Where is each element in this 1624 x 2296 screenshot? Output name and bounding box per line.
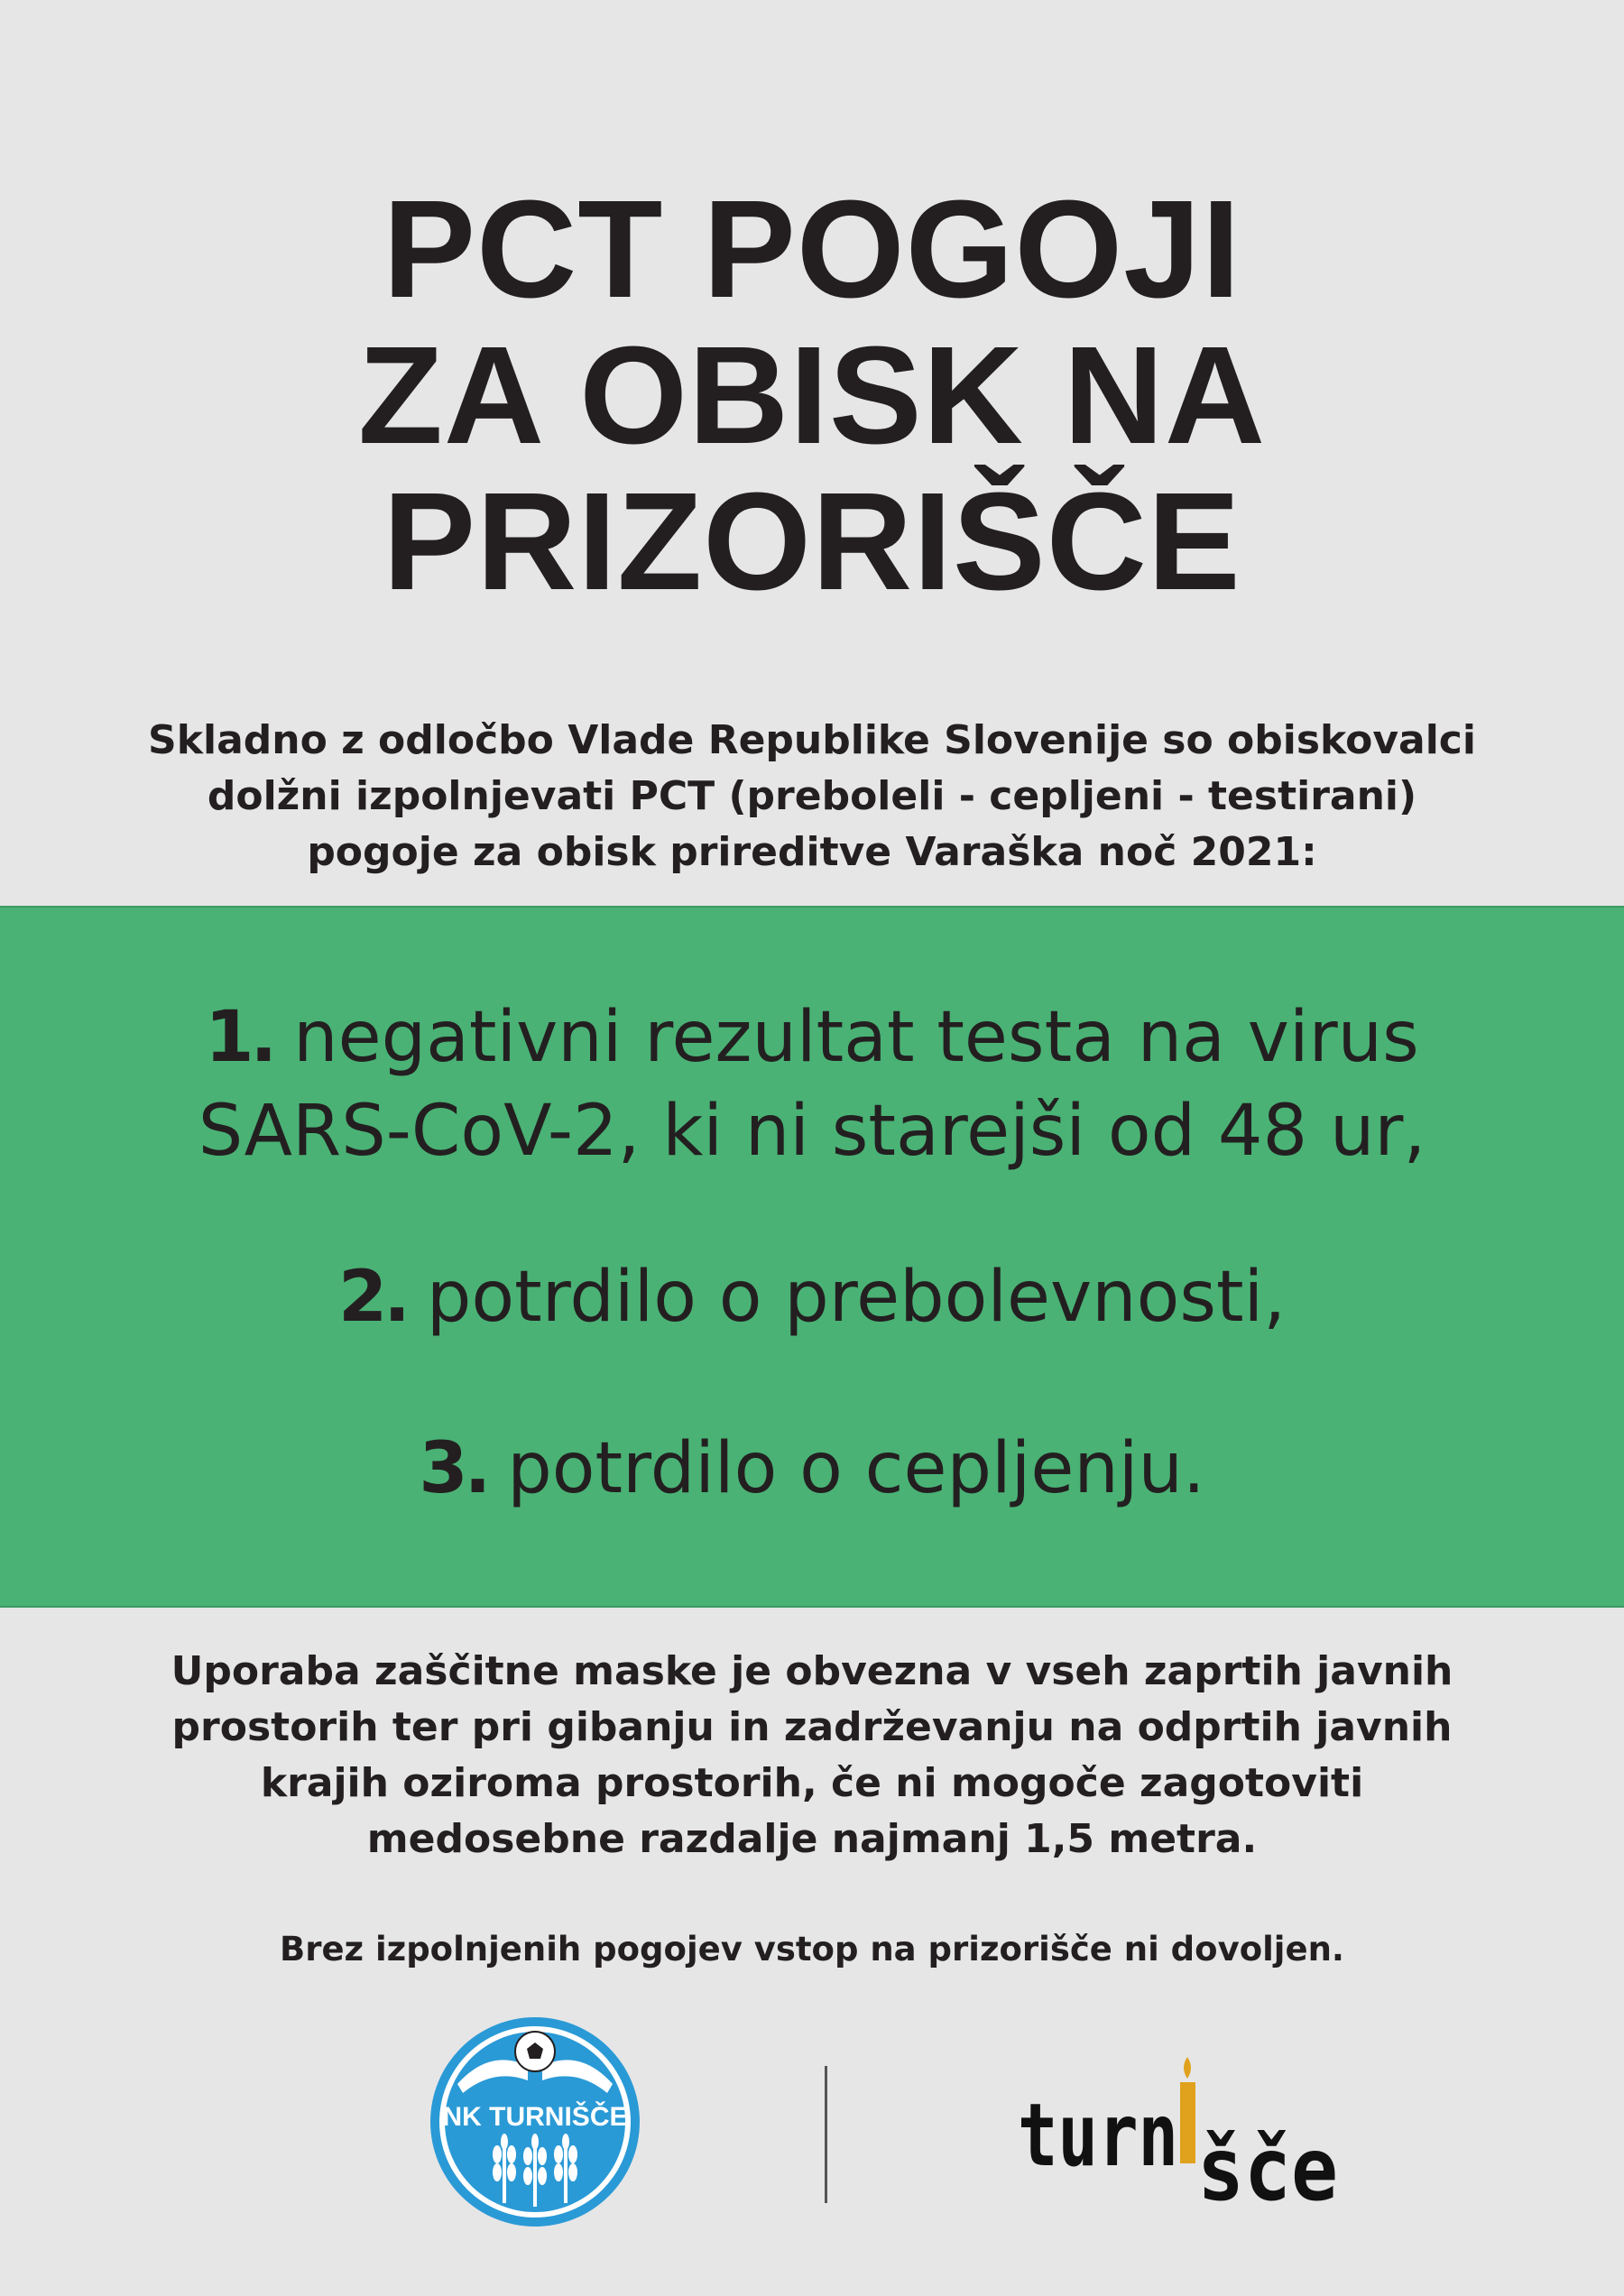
page-title — [0, 171, 1624, 619]
club-logo-text: NK TURNIŠČE — [442, 2102, 628, 2132]
mask-line-3: krajih oziroma prostorih, če ni mogoče zagotoviti — [260, 1760, 1364, 1806]
turnisce-municipality-logo — [1015, 2055, 1340, 2216]
mask-line-4: medosebne razdalje najmanj 1,5 metra. — [366, 1816, 1258, 1862]
candle-stick-icon — [1180, 2082, 1195, 2163]
condition-1-line-2: SARS-CoV-2, ki ni starejši od 48 ur, — [198, 1091, 1426, 1172]
condition-item-2 — [0, 1250, 1624, 1344]
condition-item-3 — [0, 1422, 1624, 1516]
condition-1-text: negativni rezultat testa na virus — [293, 997, 1419, 1078]
nk-turnisce-logo — [427, 2014, 643, 2230]
condition-3-number: 3. — [419, 1428, 488, 1509]
logo-divider — [825, 2066, 827, 2203]
mask-line-2: prostorih ter pri gibanju in zadrževanju na odprtih javnih — [171, 1704, 1453, 1750]
condition-2-line-1 — [0, 1250, 1624, 1344]
intro-text — [72, 713, 1552, 881]
title-line-3: PRIZORIŠČE — [383, 464, 1241, 619]
condition-2-number: 2. — [337, 1257, 407, 1338]
intro-line-1: Skladno z odločbo Vlade Republike Slovenije so obiskovalci — [148, 717, 1476, 763]
title-line-2: ZA OBISK NA — [357, 318, 1267, 473]
entry-notice: Brez izpolnjenih pogojev vstop na prizorišče ni dovoljen. — [280, 1930, 1344, 1969]
mask-line-1: Uporaba zaščitne maske je obvezna v vseh zaprtih javnih — [171, 1648, 1453, 1694]
intro-line-2: dolžni izpolnjevati PCT (preboleli - cepljeni - testirani) — [207, 773, 1417, 819]
condition-item-1 — [0, 991, 1624, 1178]
town-logo-text-right: šče — [1197, 2119, 1338, 2216]
intro-line-3: pogoje za obisk prireditve Varaška noč 2021: — [307, 829, 1317, 875]
mask-notice — [72, 1644, 1552, 1867]
town-logo-text-left: turn — [1018, 2085, 1178, 2186]
condition-2-text: potrdilo o prebolevnosti, — [426, 1257, 1287, 1338]
condition-3-text: potrdilo o cepljenju. — [507, 1428, 1205, 1509]
conditions-panel — [0, 906, 1624, 1608]
candle-flame-icon — [1184, 2057, 1191, 2079]
condition-3-line-1 — [0, 1422, 1624, 1516]
title-line-1: PCT POGOJI — [383, 171, 1241, 327]
condition-1-number: 1. — [205, 997, 274, 1078]
condition-1-line-1 — [0, 991, 1624, 1084]
